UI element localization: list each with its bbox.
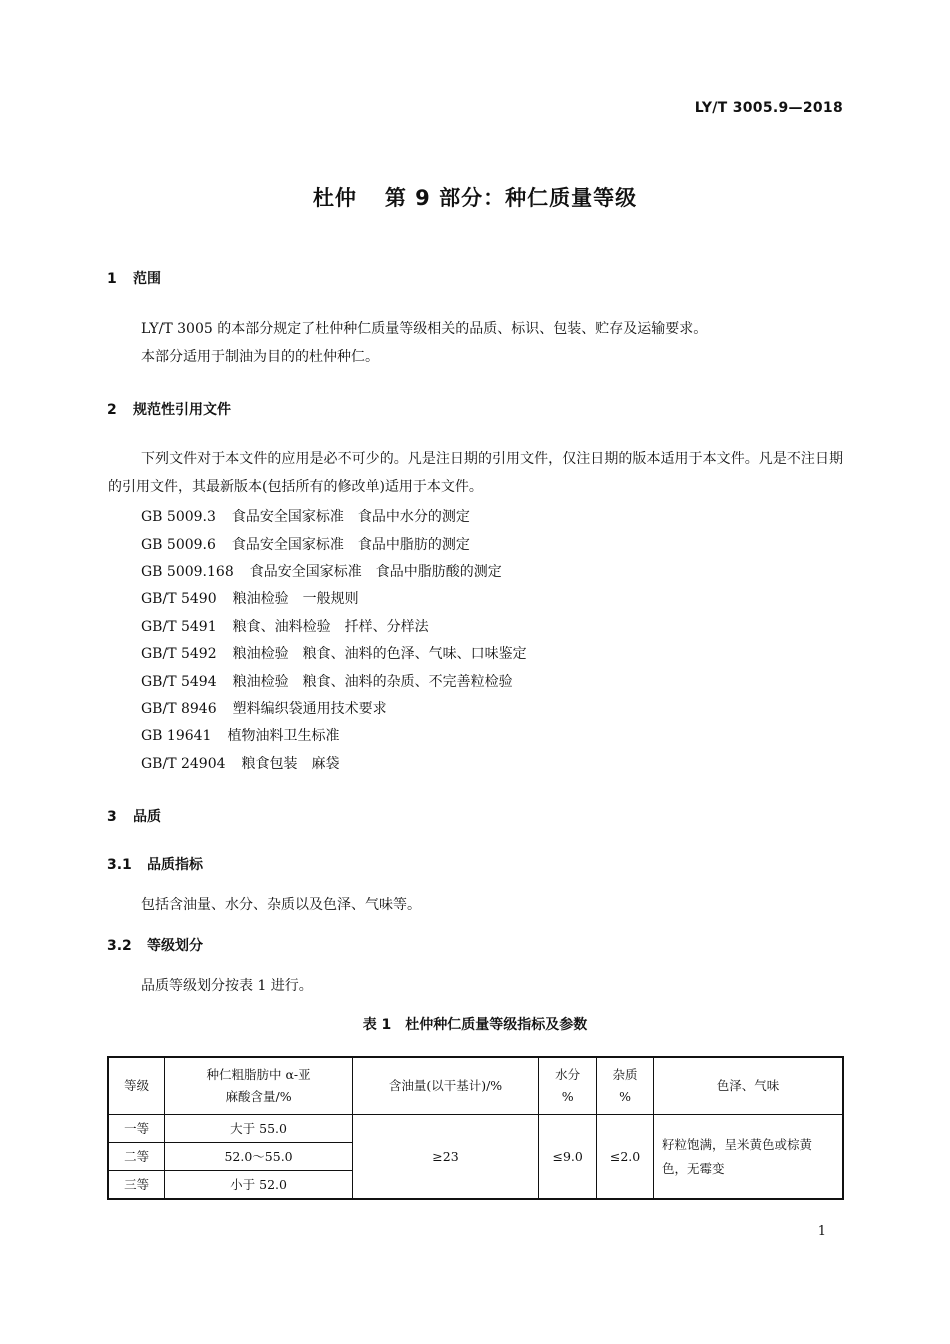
reference-item — [141, 753, 340, 773]
reference-title: 塑料编织袋通用技术要求 — [232, 701, 387, 717]
reference-item — [141, 671, 513, 691]
reference-item — [141, 561, 502, 581]
reference-code: GB/T 8946 — [141, 701, 217, 717]
grade-table — [107, 1056, 844, 1200]
cell-impurity: ≤2.0 — [597, 1115, 654, 1200]
section-number: 1 — [107, 271, 117, 287]
reference-title: 粮食包装 麻袋 — [241, 756, 340, 772]
references-intro: 下列文件对于本文件的应用是必不可少的。凡是注日期的引用文件，仅注日期的版本适用于本文件。凡是不注日期的引用文件，其最新版本(包括所有的修改单)适用于本文件。 — [108, 451, 843, 495]
reference-title: 粮食、油料检验 扦样、分样法 — [232, 619, 429, 635]
header-color: 色泽、气味 — [654, 1057, 844, 1115]
header-ala-line-1: 种仁粗脂肪中 α-亚 — [206, 1067, 311, 1082]
reference-code: GB 19641 — [141, 728, 212, 744]
grade-division-text: 品质等级划分按表 1 进行。 — [141, 978, 313, 994]
scope-paragraph-2: 本部分适用于制油为目的的杜仲种仁。 — [141, 349, 379, 365]
cell-color: 籽粒饱满，呈米黄色或棕黄色，无霉变 — [654, 1115, 844, 1200]
reference-code: GB 5009.6 — [141, 537, 216, 553]
reference-code: GB/T 5492 — [141, 646, 217, 662]
cell-oil: ≥23 — [352, 1115, 538, 1200]
reference-title: 粮油检验 一般规则 — [232, 591, 359, 607]
title-main: 杜仲 — [312, 186, 357, 210]
header-grade: 等级 — [108, 1057, 165, 1115]
section-title: 规范性引用文件 — [133, 402, 231, 418]
cell-ala: 大于 55.0 — [165, 1115, 352, 1143]
reference-code: GB 5009.168 — [141, 564, 234, 580]
section-1-heading — [107, 268, 161, 288]
reference-code: GB/T 5490 — [141, 591, 217, 607]
cell-grade: 一等 — [108, 1115, 165, 1143]
reference-title: 食品安全国家标准 食品中水分的测定 — [231, 509, 470, 525]
reference-item — [141, 725, 339, 745]
reference-code: GB/T 5494 — [141, 674, 217, 690]
section-title: 品质 — [133, 809, 161, 825]
page-number: 1 — [817, 1224, 826, 1239]
reference-title: 食品安全国家标准 食品中脂肪酸的测定 — [249, 564, 502, 580]
section-3-heading — [107, 806, 161, 826]
header-oil: 含油量(以干基计)/% — [352, 1057, 538, 1115]
section-3-1-heading — [107, 854, 203, 874]
scope-paragraph-1: LY/T 3005 的本部分规定了杜仲种仁质量等级相关的品质、标识、包装、贮存及运输要求。 — [141, 321, 708, 337]
reference-item — [141, 616, 429, 636]
section-2-heading — [107, 399, 231, 419]
cell-grade: 二等 — [108, 1143, 165, 1171]
reference-title: 食品安全国家标准 食品中脂肪的测定 — [231, 537, 470, 553]
reference-item — [141, 534, 470, 554]
standard-code: LY/T 3005.9—2018 — [694, 100, 843, 116]
cell-moisture: ≤9.0 — [539, 1115, 597, 1200]
header-ala-line-2: 麻酸含量/% — [225, 1089, 292, 1104]
cell-ala: 52.0～55.0 — [165, 1143, 352, 1171]
header-impurity-line-2: % — [619, 1089, 631, 1104]
cell-ala: 小于 52.0 — [165, 1171, 352, 1200]
table-header-row — [108, 1057, 843, 1115]
reference-title: 粮油检验 粮食、油料的杂质、不完善粒检验 — [232, 674, 513, 690]
section-number: 3.1 — [107, 857, 132, 873]
section-title: 范围 — [133, 271, 161, 287]
reference-title: 植物油料卫生标准 — [227, 728, 340, 744]
cell-grade: 三等 — [108, 1171, 165, 1200]
title-sub: 第 9 部分：种仁质量等级 — [384, 186, 638, 210]
table-caption: 表 1 杜仲种仁质量等级指标及参数 — [362, 1017, 588, 1033]
reference-item — [141, 643, 527, 663]
page-title — [0, 182, 950, 212]
reference-item — [141, 588, 359, 608]
table-row — [108, 1115, 843, 1143]
quality-indicators-text: 包括含油量、水分、杂质以及色泽、气味等。 — [141, 897, 421, 913]
section-title: 品质指标 — [147, 857, 203, 873]
section-title: 等级划分 — [147, 938, 203, 954]
reference-item — [141, 698, 387, 718]
header-moisture — [539, 1057, 597, 1115]
header-moisture-line-2: % — [561, 1089, 574, 1104]
section-number: 2 — [107, 402, 117, 418]
section-number: 3.2 — [107, 938, 132, 954]
header-impurity-line-1: 杂质 — [612, 1067, 638, 1082]
header-moisture-line-1: 水分 — [555, 1067, 581, 1082]
reference-item — [141, 506, 470, 526]
reference-code: GB/T 24904 — [141, 756, 226, 772]
header-ala — [165, 1057, 352, 1115]
reference-title: 粮油检验 粮食、油料的色泽、气味、口味鉴定 — [232, 646, 527, 662]
reference-code: GB 5009.3 — [141, 509, 216, 525]
reference-code: GB/T 5491 — [141, 619, 217, 635]
header-impurity — [597, 1057, 654, 1115]
section-number: 3 — [107, 809, 117, 825]
section-3-2-heading — [107, 935, 203, 955]
